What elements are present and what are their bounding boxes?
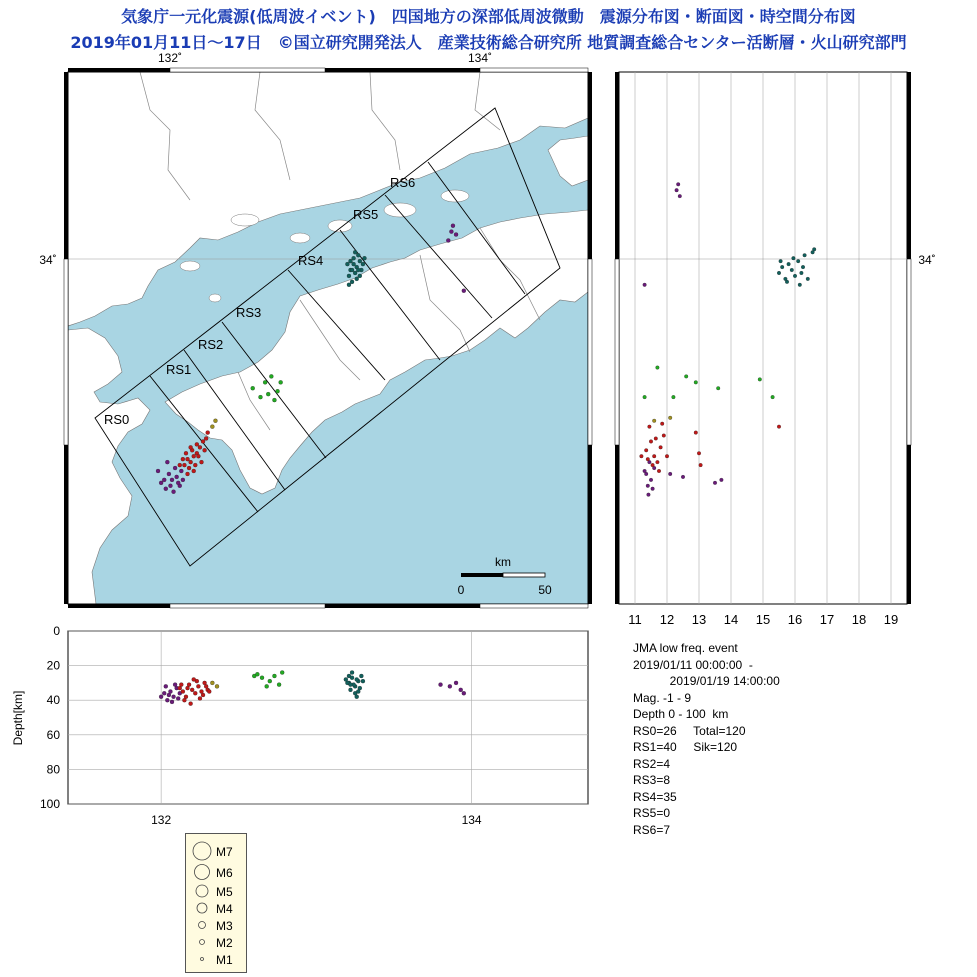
- spacetime-point-rs6: [675, 188, 679, 192]
- depth-point-rs3: [280, 671, 284, 675]
- epicenter-point-rs0: [164, 487, 168, 491]
- depth-point-rs0: [176, 696, 180, 700]
- island: [290, 233, 310, 243]
- island: [180, 261, 200, 271]
- epicenter-point-rs1: [187, 466, 191, 470]
- spacetime-point-rs4: [790, 268, 794, 272]
- depth-point-rs3: [272, 674, 276, 678]
- lon-label-134: 134˚: [467, 51, 493, 65]
- spacetime-point-rs3: [771, 395, 775, 399]
- spacetime-point-rs0: [713, 481, 717, 485]
- depth-point-rs1: [190, 688, 194, 692]
- epicenter-point-rs1: [186, 472, 190, 476]
- spacetime-point-rs4: [787, 262, 791, 266]
- depth-point-rs1: [196, 684, 200, 688]
- spacetime-point-rs0: [649, 478, 653, 482]
- epicenter-point-rs0: [175, 475, 179, 479]
- epicenter-point-rs0: [165, 460, 169, 464]
- spacetime-point-rs1: [652, 454, 656, 458]
- spacetime-point-rs4: [812, 248, 816, 252]
- epicenter-point-rs0: [167, 472, 171, 476]
- legend-circle-m4: [197, 903, 207, 913]
- spacetime-point-rs1: [665, 454, 669, 458]
- epicenter-point-rs0: [168, 484, 172, 488]
- spacetime-point-rs4: [796, 259, 800, 263]
- epicenter-point-rs1: [204, 436, 208, 440]
- depth-point-rs3: [265, 684, 269, 688]
- spacetime-point-rs1: [648, 425, 652, 429]
- spacetime-point-rs4: [798, 283, 802, 287]
- island: [384, 203, 416, 217]
- spacetime-day-label: 16: [787, 612, 803, 627]
- info-line: RS3=8: [633, 773, 671, 787]
- info-line: RS5=0: [633, 806, 671, 820]
- epicenter-point-rs3: [279, 380, 283, 384]
- epicenter-point-rs1: [192, 454, 196, 458]
- epicenter-point-rs4: [347, 283, 351, 287]
- section-label-rs1: RS1: [166, 362, 192, 377]
- depth-point-rs6: [462, 691, 466, 695]
- epicenter-point-rs4: [358, 259, 362, 263]
- spacetime-day-label: 12: [659, 612, 675, 627]
- epicenter-point-rs3: [269, 374, 273, 378]
- epicenter-point-rs6: [462, 289, 466, 293]
- spacetime-point-rs3: [684, 375, 688, 379]
- depth-point-rs1: [179, 683, 183, 687]
- spacetime-point-rs1: [657, 469, 661, 473]
- epicenter-point-rs4: [352, 256, 356, 260]
- legend-circle-m2: [200, 940, 205, 945]
- legend-circle-m6: [195, 865, 210, 880]
- legend-label-m1: M1: [216, 953, 233, 967]
- spacetime-point-rs3: [656, 366, 660, 370]
- info-line: 2019/01/19 14:00:00: [633, 674, 780, 688]
- legend-circle-m7: [193, 842, 211, 860]
- epicenter-point-rs4: [350, 268, 354, 272]
- depth-tick-label: 20: [46, 658, 60, 673]
- spacetime-point-rs6: [678, 194, 682, 198]
- depth-point-rs0: [172, 695, 176, 699]
- info-line: JMA low freq. event: [633, 641, 738, 655]
- info-line: RS6=7: [633, 822, 671, 837]
- section-label-rs2: RS2: [198, 337, 224, 352]
- depth-tick-label: 100: [39, 797, 60, 811]
- epicenter-point-rs4: [345, 262, 349, 266]
- spacetime-point-rs4: [803, 253, 807, 257]
- spacetime-point-rs4: [785, 280, 789, 284]
- spacetime-point-rs0: [720, 478, 724, 482]
- spacetime-point-rs0: [647, 493, 651, 497]
- legend-circle-m5: [196, 885, 208, 897]
- epicenter-point-rs4: [356, 268, 360, 272]
- depth-point-rs1: [198, 696, 202, 700]
- spacetime-point-rs2: [652, 419, 656, 423]
- spacetime-point-rs1: [644, 449, 648, 453]
- epicenter-point-rs4: [361, 262, 365, 266]
- epicenter-point-rs1: [184, 451, 188, 455]
- epicenter-point-rs1: [201, 439, 205, 443]
- spacetime-point-rs1: [699, 463, 703, 467]
- epicenter-point-rs4: [350, 280, 354, 284]
- depth-point-rs2: [210, 681, 214, 685]
- epicenter-point-rs0: [181, 478, 185, 482]
- spacetime-day-label: 17: [819, 612, 835, 627]
- depth-point-rs6: [448, 684, 452, 688]
- info-line: Mag. -1 - 9: [633, 690, 692, 705]
- epicenter-point-rs1: [192, 469, 196, 473]
- spacetime-day-label: 14: [723, 612, 739, 627]
- spacetime-point-rs1: [662, 434, 666, 438]
- spacetime-point-rs1: [656, 460, 660, 464]
- depth-point-rs1: [193, 691, 197, 695]
- title-line-1: 気象庁一元化震源(低周波イベント) 四国地方の深部低周波微動 震源分布図・断面図・時空間分布図: [121, 7, 856, 26]
- epicenter-point-rs3: [276, 389, 280, 393]
- spacetime-day-label: 19: [883, 612, 899, 627]
- legend-label-m7: M7: [216, 845, 233, 859]
- depth-point-rs3: [255, 672, 259, 676]
- spacetime-point-rs1: [646, 457, 650, 461]
- spacetime-point-rs1: [659, 446, 663, 450]
- depth-point-rs4: [347, 674, 351, 678]
- info-line: 2019/01/11 00:00:00 -: [633, 657, 753, 672]
- depth-point-rs4: [361, 679, 365, 683]
- depth-point-rs4: [350, 671, 354, 675]
- depth-point-rs1: [201, 693, 205, 697]
- epicenter-point-rs4: [358, 274, 362, 278]
- depth-point-rs0: [165, 698, 169, 702]
- epicenter-point-rs1: [186, 457, 190, 461]
- epicenter-point-rs4: [352, 262, 356, 266]
- spacetime-point-rs1: [651, 463, 655, 467]
- epicenter-point-rs3: [263, 380, 267, 384]
- spacetime-point-rs4: [793, 274, 797, 278]
- legend-circle-m1: [201, 958, 204, 961]
- depth-x-tick-label: 132: [151, 813, 172, 827]
- depth-point-rs6: [459, 688, 463, 692]
- scale-tick-50: 50: [538, 583, 552, 597]
- lat-label-34: 34˚: [39, 253, 57, 267]
- epicenter-point-rs4: [356, 253, 360, 257]
- depth-tick-label: 0: [53, 624, 60, 638]
- epicenter-point-rs1: [181, 457, 185, 461]
- depth-point-rs0: [164, 684, 168, 688]
- epicenter-point-rs3: [272, 398, 276, 402]
- epicenter-point-rs0: [170, 478, 174, 482]
- depth-point-rs4: [355, 695, 359, 699]
- spacetime-point-rs1: [777, 425, 781, 429]
- spacetime-point-rs4: [779, 259, 783, 263]
- spacetime-point-rs0: [681, 475, 685, 479]
- epicenter-point-rs0: [173, 466, 177, 470]
- depth-point-rs0: [162, 691, 166, 695]
- legend-label-m2: M2: [216, 936, 233, 950]
- info-line: RS1=40 Sik=120: [633, 740, 738, 754]
- legend-label-m3: M3: [216, 919, 233, 933]
- epicenter-point-rs1: [206, 431, 210, 435]
- depth-point-rs1: [204, 684, 208, 688]
- depth-point-rs4: [349, 688, 353, 692]
- spacetime-lat-label: 34˚: [918, 253, 936, 267]
- spacetime-day-label: 11: [628, 612, 642, 627]
- spacetime-point-rs0: [644, 472, 648, 476]
- depth-point-rs4: [355, 677, 359, 681]
- epicenter-point-rs0: [159, 481, 163, 485]
- epicenter-point-rs1: [178, 463, 182, 467]
- spacetime-point-rs1: [660, 422, 664, 426]
- epicenter-point-rs1: [196, 454, 200, 458]
- spacetime-point-rs1: [640, 454, 644, 458]
- epicenter-point-rs0: [179, 469, 183, 473]
- title-line-2: 2019年01月11日～17日 ©国立研究開発法人 産業技術総合研究所 地質調査総合センター活断層・火山研究部門: [70, 33, 907, 52]
- spacetime-point-rs3: [672, 395, 676, 399]
- depth-point-rs0: [167, 693, 171, 697]
- depth-tick-label: 60: [46, 727, 60, 742]
- spacetime-point-rs3: [758, 378, 762, 382]
- spacetime-point-rs1: [649, 440, 653, 444]
- depth-x-tick-label: 134: [461, 813, 482, 827]
- depth-tick-label: 80: [46, 762, 60, 777]
- depth-point-rs3: [277, 683, 281, 687]
- epicenter-point-rs1: [189, 460, 193, 464]
- depth-point-rs4: [356, 690, 360, 694]
- depth-point-rs3: [260, 676, 264, 680]
- epicenter-point-rs1: [189, 445, 193, 449]
- epicenter-point-rs4: [353, 271, 357, 275]
- depth-point-rs3: [268, 679, 272, 683]
- epicenter-point-rs4: [353, 250, 357, 254]
- spacetime-point-rs0: [643, 283, 647, 287]
- epicenter-point-rs2: [210, 425, 214, 429]
- depth-point-rs0: [170, 700, 174, 704]
- spacetime-point-rs1: [697, 451, 701, 455]
- epicenter-point-rs4: [347, 274, 351, 278]
- spacetime-point-rs4: [806, 277, 810, 281]
- spacetime-point-rs1: [654, 437, 658, 441]
- info-line: RS2=4: [633, 756, 671, 771]
- epicenter-point-rs0: [172, 490, 176, 494]
- legend-circle-m3: [199, 922, 206, 929]
- epicenter-point-rs4: [355, 277, 359, 281]
- depth-point-rs2: [215, 684, 219, 688]
- depth-tick-label: 40: [46, 693, 60, 708]
- depth-point-rs4: [359, 674, 363, 678]
- epicenter-point-rs2: [213, 419, 217, 423]
- scale-tick-0: 0: [457, 583, 465, 597]
- spacetime-point-rs6: [676, 183, 680, 187]
- epicenter-point-rs1: [199, 460, 203, 464]
- spacetime-point-rs3: [716, 386, 720, 390]
- depth-point-rs1: [192, 677, 196, 681]
- epicenter-point-rs3: [266, 392, 270, 396]
- legend-label-m5: M5: [216, 885, 233, 899]
- spacetime-point-rs0: [651, 487, 655, 491]
- epicenter-point-rs3: [251, 386, 255, 390]
- spacetime-point-rs2: [668, 416, 672, 420]
- epicenter-point-rs0: [176, 481, 180, 485]
- depth-point-rs1: [186, 686, 190, 690]
- spacetime-point-rs0: [668, 472, 672, 476]
- scale-unit: km: [495, 555, 511, 569]
- info-line: RS0=26 Total=120: [633, 723, 746, 738]
- epicenter-point-rs4: [349, 259, 353, 263]
- epicenter-point-rs6: [446, 238, 450, 242]
- island: [231, 214, 259, 226]
- depth-point-rs0: [173, 683, 177, 687]
- depth-point-rs0: [159, 695, 163, 699]
- spacetime-point-rs4: [792, 256, 796, 260]
- epicenter-point-rs6: [454, 233, 458, 237]
- epicenter-point-rs1: [198, 445, 202, 449]
- spacetime-day-label: 15: [755, 612, 771, 627]
- spacetime-point-rs1: [694, 431, 698, 435]
- legend-label-m6: M6: [216, 866, 233, 880]
- spacetime-point-rs4: [801, 265, 805, 269]
- depth-point-rs6: [454, 681, 458, 685]
- magnitude-legend: [185, 833, 247, 973]
- depth-point-rs6: [439, 683, 443, 687]
- epicenter-point-rs1: [182, 463, 186, 467]
- epicenter-point-rs0: [162, 478, 166, 482]
- epicenter-point-rs0: [156, 469, 160, 473]
- spacetime-point-rs0: [646, 484, 650, 488]
- info-line: Depth 0 - 100 km: [633, 707, 729, 721]
- info-line: RS4=35: [633, 789, 677, 804]
- legend-svg: [186, 834, 246, 972]
- spacetime-day-label: 13: [691, 612, 707, 627]
- epicenter-point-rs3: [258, 395, 262, 399]
- island: [441, 190, 469, 202]
- section-label-rs5: RS5: [353, 207, 379, 222]
- depth-point-rs1: [182, 698, 186, 702]
- info-panel: [633, 640, 780, 838]
- section-label-rs6: RS6: [390, 175, 416, 190]
- epicenter-point-rs1: [195, 442, 199, 446]
- epicenter-point-rs1: [203, 448, 207, 452]
- lon-label-132: 132˚: [157, 51, 183, 65]
- island: [209, 294, 221, 302]
- spacetime-point-rs3: [643, 395, 647, 399]
- spacetime-point-rs4: [777, 271, 781, 275]
- epicenter-point-rs1: [193, 463, 197, 467]
- depth-point-rs1: [207, 690, 211, 694]
- spacetime-day-label: 18: [851, 612, 867, 627]
- epicenter-point-rs6: [449, 230, 453, 234]
- section-label-rs3: RS3: [236, 305, 262, 320]
- depth-point-rs1: [189, 702, 193, 706]
- depth-point-rs1: [181, 690, 185, 694]
- section-label-rs0: RS0: [104, 412, 130, 427]
- epicenter-point-rs6: [451, 224, 455, 228]
- spacetime-point-rs4: [780, 265, 784, 269]
- legend-label-m4: M4: [216, 902, 233, 916]
- depth-ylabel: Depth[km]: [11, 690, 25, 746]
- spacetime-point-rs3: [694, 381, 698, 385]
- epicenter-point-rs4: [362, 256, 366, 260]
- depth-frame: [68, 631, 588, 804]
- section-label-rs4: RS4: [298, 253, 324, 268]
- depth-point-rs4: [349, 683, 353, 687]
- spacetime-point-rs4: [800, 271, 804, 275]
